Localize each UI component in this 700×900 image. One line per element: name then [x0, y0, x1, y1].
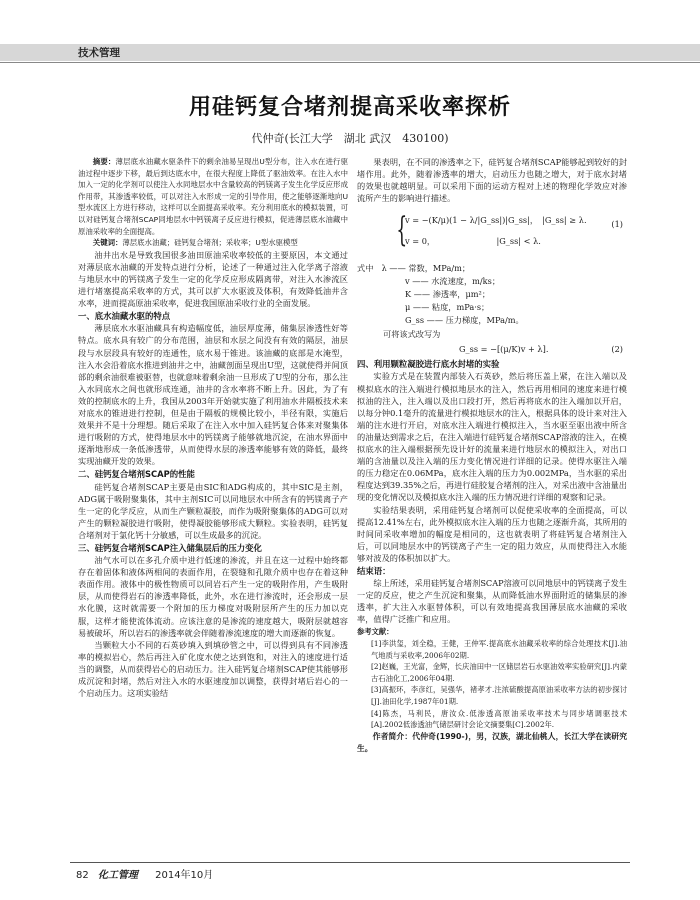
section-2-heading: 二、硅钙复合堵剂SCAP的性能	[78, 469, 195, 480]
equation-1-line-b: v = 0， |G_ss| < λ.	[405, 236, 541, 247]
section-1-heading: 一、底水油藏水驱的特点	[78, 311, 171, 322]
continued-paragraph: 果表明，在不同的渗透率之下，硅钙复合堵剂SCAP能够起到较好的封堵作用。此外，随着渗透率的增大，启动压力也随之增大，对于底水封堵的效果也就越明显。可以采用下面的运动方程对上述的物理化学效应对渗流所产生的影响进行描述。	[357, 157, 627, 204]
equation-1-line-a: v = −(K/μ)(1 − λ/|G_ss|)|G_ss|， |G_ss| ≥ λ.	[405, 215, 587, 226]
right-column	[357, 156, 627, 755]
section-3-text-1: 油气水可以在多孔介质中进行低速的渗流，并且在这一过程中始终都存在着固体和液体两相间的表面作用，在裂缝和孔隙介质中也存在着这种表面作用。液体中的极性物质可以同岩石产生一定的吸附作用，产生吸附层，从而使得岩石的渗透率降低，此外，水在进行渗流时，还会形成一层水化膜，这时就需要一个附加的压力梯度对吸附层所产生的压力加以克服，这样才能使流体流动。应该注意的是渗流的速度越大，吸附层就越容易被破坏，所以岩石的渗透率就会伴随着渗流速度的增大而逐渐的恢复。	[78, 555, 348, 638]
publication-name: 化工管理	[97, 870, 138, 881]
article-title: 用硅钙复合堵剂提高采收率探析	[188, 95, 511, 120]
variable-k: K —— 渗透率，μm²；	[405, 289, 491, 300]
references-heading: 参考文献：	[357, 627, 394, 637]
conclusion-text: 综上所述，采用硅钙复合堵剂SCAP溶液可以同地层中的钙镁离子发生一定的反应，使之产生沉淀和聚集，从而降低油水界面附近的储集层的渗透率，扩大注入水驱替体积，可以有效地提高我国薄层底水油藏的采收率，值得广泛推广和应用。	[357, 578, 627, 625]
variable-definitions	[357, 262, 627, 341]
section-1-text: 薄层底水水驱油藏具有构造幅度低，油层厚度薄，储集层渗透性好等特点。底水具有较广的分布范围，油层和水层之间没有有效的隔层，油层段与水层段具有较好的连通性，底水易于锥进。该油藏的底部是水淹型，注入水会沿着底水推进到油井之中，油藏剖面呈现出U型，这就使得并间顶部的剩余油很难被驱替，也就意味着剩余油一旦形成了U型的分布，那么注入水同底水之间也就形成连通，油井的含水率将不断上升。因此，为了有效的控制底水的上升，我国从2003年开始就实施了利用油水井隔板技术来对底水的锥进进行控制，但是由于隔板的规模比较小，半径有限，实施后效果并不是十分理想。随后采取了在注入水中加入硅钙复合体来对聚集体进行吸附的方式，使得地层水中的钙镁离子能够就地沉淀，在油水界面中逐渐地形成一条低渗透带，从而使得水层的渗透率能够有效的降低，最终实现油藏开发的效果。	[78, 323, 348, 467]
reference-item: [2]赵巍，王光富，金辉，长庆油田中一区储层岩石水驱油效率实验研究[J].内蒙古石油化工,2006年04期.	[371, 662, 627, 683]
equation-2-number: (2)	[611, 344, 623, 355]
equation-brace: {	[396, 210, 408, 251]
page-footer	[76, 866, 213, 881]
conclusion-heading: 结束语：	[357, 565, 391, 576]
equation-1-number: (1)	[611, 219, 623, 230]
left-column	[78, 156, 348, 699]
reference-item: [3]高振环，李彦红，吴强华，褚孝才.注浓硫酸提高原油采收率方法的初步探讨[J].油田化学,1987年01期.	[371, 685, 627, 706]
abstract-label: 摘要：	[92, 157, 116, 166]
abstract-text: 薄层底水油藏水驱条件下的剩余油易呈现出U型分布，注入水在进行驱油过程中逐步下移，最后到达底水中，在很大程度上降低了驱油效率。在注入水中加入一定的化学剂可以使注入水同地层水中含量较高的钙镁离子发生化学反应形成作用带，其渗透率较低，可以对注入水形成一定的引导作用，使之能够逐渐地向U型水流区上方进行移动，这样可以全面提高采收率。充分利用底水的模拟装置，可以对硅钙复合堵剂SCAP同地层水中钙镁离子反应进行模拟，促进薄层底水油藏中原油采收率的全面提高。	[78, 157, 348, 236]
author-bio: 作者简介：代仲奇(1990-)，男，汉族，湖北仙桃人，长江大学在读研究生。	[357, 731, 627, 753]
references	[357, 626, 627, 730]
variable-lambda: λ —— 常数，MPa/m；	[381, 263, 471, 274]
section-4-text-1: 实验方式是在装置内部装入石英砂，然后将压盖上紧，在注入端以及模拟底水的注入端进行模拟地层水的注入，然后再用相同的速度来进行模拟油的注入，注入端以及出口段打开，然后再将底水的注入端加以开启，以每分钟0.1毫升的流量进行模拟地层水的注入，根据具体的设计来对注入端的注水进行开启，对底水注入端进行模拟注入，当水驱至驱出液中所含的油量达到需求之后，在注入端进行硅钙复合堵剂SCAP溶液的注入，在模拟底水的注入端根据预先设计好的流量来进行地层水的模拟注入，对出口端的含油量以及注入端的压力变化情况进行详细的记录。使得水驱注入端的压力稳定在0.06MPa，底水注入端的压力为0.002MPa，当水驱的采出程度达到39.35%之后，再进行硅胶复合堵剂的注入，对采出液中含油量出现的变化情况以及模拟底水注入端的压力情况进行详细的观察和记录。	[357, 371, 627, 503]
variable-gss: G_ss —— 压力梯度，MPa/m。	[405, 315, 524, 326]
intro-paragraph: 油井出水是导致我国很多油田原油采收率较低的主要原因，本文通过对薄层底水油藏的开发特点进行分析，论述了一种通过注入化学离子溶液与地层水中的钙镁离子发生一定的化学反应形成隔离带，对注入水渗流区进行堵塞提高采收率的方式，其可以扩大水驱波及体积，有效降低油井含水率，进而提高原油采收率，促进我国原油采收行业的全面发展。	[78, 249, 348, 309]
keywords-label: 关键词：	[92, 238, 123, 248]
section-4-text-2: 实验结果表明，采用硅钙复合堵剂可以促使采收率的全面提高，可以提高12.41%左右，此外模拟底水注入端的压力也随之逐渐升高，其所用的时间同采收率增加的幅度是相同的，这也就表明了将硅钙复合堵剂注入后，可以同地层水中的钙镁离子产生一定的阻力效应，从而使得注入水能够对波及的体积加以扩大。	[357, 504, 627, 563]
equation-2-text: G_ss = −[(μ/K)v + λ].	[459, 344, 549, 355]
section-2-text: 硅钙复合堵剂SCAP主要是由SIC和ADG构成的，其中SIC是主剂，ADG属于吸附聚集体，其中主剂SIC可以同地层水中所含有的钙镁离子产生一定的化学反应，从而生产颗粒凝胶，而作为吸附聚集体的ADG可以对产生的颗粒凝胶进行吸附，使得凝胶能够形成大颗粒。实验表明，硅钙复合堵剂对于氯化钙十分敏感，可以生成最多的沉淀。	[78, 481, 348, 540]
section-4-heading: 四、利用颗粒凝胶进行底水封堵的实验	[357, 359, 500, 370]
footer-divider	[70, 862, 630, 863]
issue-date: 2014年10月	[155, 870, 214, 881]
variable-v: v —— 水流速度，m/ks；	[405, 276, 501, 287]
section-label: 技术管理	[78, 47, 120, 59]
keywords-text: 薄层底水油藏；硅钙复合堵剂；采收率；U型水驱模型	[122, 238, 298, 248]
reference-item: [1]李洪玺，刘全稳，王健，王仲军.提高底水油藏采收率的综合处理技术[J].油气地质与采收率,2006年02期.	[371, 639, 627, 660]
reference-item: [4]陈杰，马利民，唐汝众.低渗透高原油采收率技术与同步堵调驱技术[A].2002低渗透油气储层研讨会论文摘要集[C].2002年.	[371, 708, 627, 730]
page-number: 82	[76, 870, 89, 881]
author-line: 代仲奇(长江大学 湖北 武汉 430100)	[251, 132, 449, 145]
equation-2	[357, 341, 627, 357]
section-3-text-2: 当颗粒大小不同的石英砂填入到填砂管之中，可以得到具有不同渗透率的模拟岩心，然后再注入矿化度水使之达到饱和，对注入的速度进行适当的调整，从而获得岩心的启动压力。注入硅钙复合堵剂SCAP使其能够形成沉淀和封堵，然后对注入水的水驱速度加以调整，获得封堵后岩心的一个启动压力。这项实验结	[78, 639, 348, 699]
header-divider	[0, 62, 700, 63]
rewrite-note: 可将该式改写为	[383, 329, 441, 340]
variable-mu: μ —— 粘度，mPa·s；	[405, 302, 490, 313]
equation-1	[371, 208, 627, 258]
where-label: 式中	[357, 263, 374, 274]
abstract	[78, 156, 348, 249]
section-3-heading: 三、硅钙复合堵剂SCAP注入储集层后的压力变化	[78, 543, 262, 553]
